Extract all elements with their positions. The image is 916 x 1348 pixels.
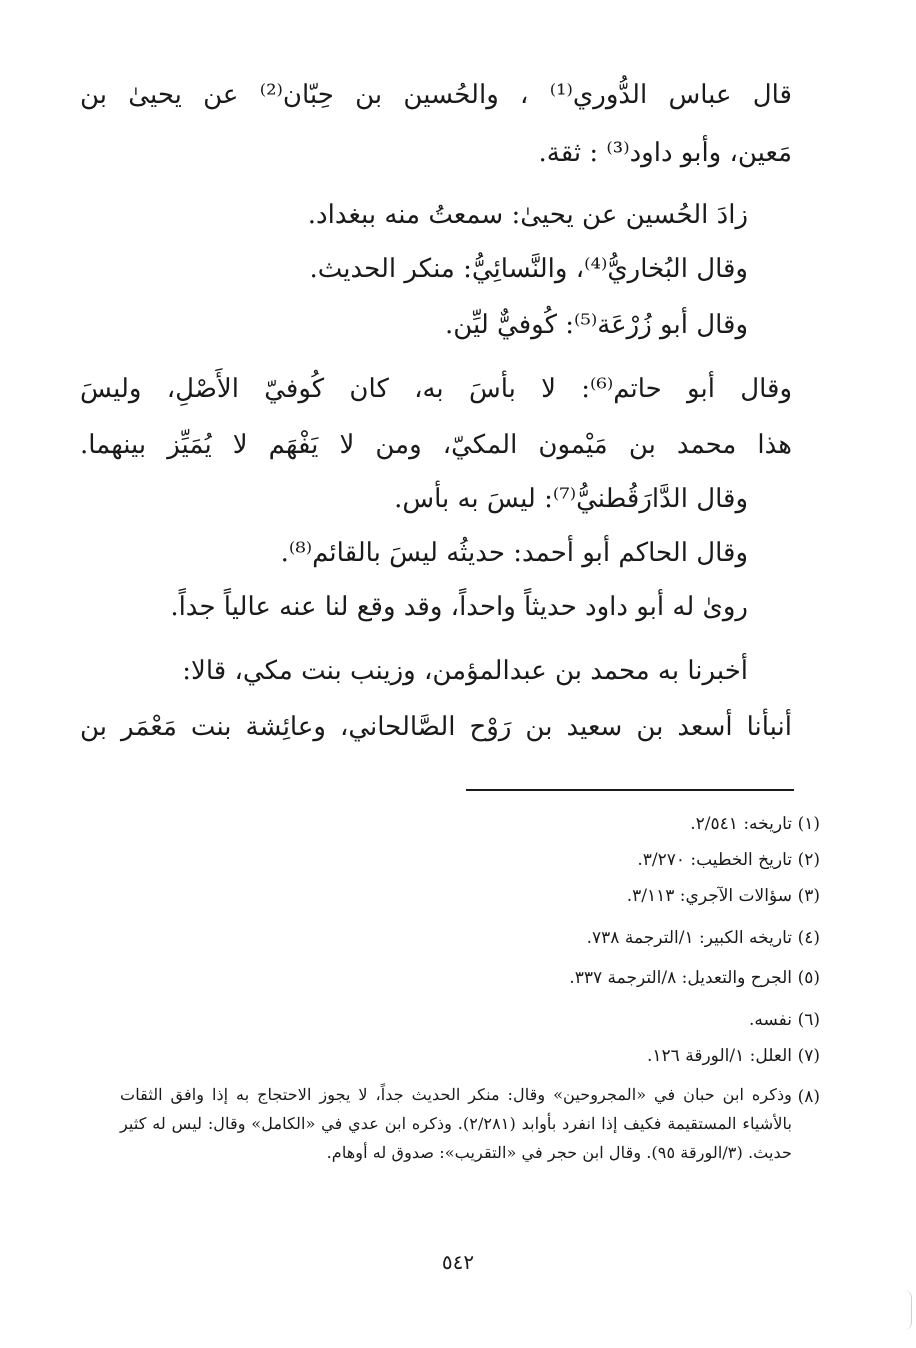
page-number: ٥٤٢ [441,1250,475,1274]
body-line-3: زادَ الحُسين عن يحيىٰ: سمعتُ منه ببغداد. [307,200,748,230]
footnote-text: تاريخ الخطيب: ٣/٢٧٠. [637,850,792,870]
body-line-8: وقال الدَّارَقُطنيُّ⁽⁷⁾: ليسَ به بأس. [394,484,748,514]
body-line-5: وقال أبو زُرْعَة⁽⁵⁾: كُوفيٌّ ليِّن. [444,310,748,340]
footnote-text-long: وذكره ابن حبان في «المجروحين» وقال: منكر الحديث جداً، لا يجوز الاحتجاج به إذا وافق الثقات بالأشياء المستقيمة فكيف إذا انفرد بأوابد (٢/٢٨١). وذكره ابن عدي في «الكامل» وقال: ليس له كثير حديث. (٣/الورقة ٩٥). وقال ابن حجر في «التقريب»: صدوق له أوهام. [120,1085,792,1162]
body-line-7: هذا محمد بن مَيْمون المكيّ، ومن لا يَفْهَم لا يُمَيِّز بينهما. [80,430,792,460]
footnote-text: العلل: ١/الورقة ١٢٦. [647,1046,792,1066]
footnote-number: (٢) [797,850,820,870]
footnote-text: سؤالات الآجري: ٣/١١٣. [626,886,792,906]
footnote-number: (٨) [797,1087,820,1107]
body-line-12: أنبأنا أسعد بن سعيد بن رَوْح الصَّالحاني، وعائِشة بنت مَعْمَر بن [80,712,792,742]
body-line-10: روىٰ له أبو داود حديثاً واحداً، وقد وقع لنا عنه عالياً جداً. [170,592,748,622]
body-line-9: وقال الحاكم أبو أحمد: حديثُه ليسَ بالقائم⁽⁸⁾. [280,538,748,568]
footnote-number: (٣) [797,886,820,906]
footnote-text: تاريخه الكبير: ١/الترجمة ٧٣٨. [586,928,792,948]
scan-edge-mark [903,1290,912,1330]
footnote-text: تاريخه: ٢/٥٤١. [690,814,792,834]
body-line-1: قال عباس الدُّوري⁽¹⁾ ، والحُسين بن حِبّان⁽²⁾ عن يحيىٰ بن [80,80,792,110]
body-line-11: أخبرنا به محمد بن عبدالمؤمن، وزينب بنت مكي، قالا: [182,656,748,686]
footnote-text: الجرح والتعديل: ٨/الترجمة ٣٣٧. [569,968,792,988]
footnote-separator [466,789,794,791]
footnote-number: (٥) [797,968,820,988]
footnote-number: (٦) [797,1010,820,1030]
footnote-number: (٧) [797,1046,820,1066]
footnote-number: (١) [797,814,820,834]
body-line-6: وقال أبو حاتم⁽⁶⁾: لا بأسَ به، كان كُوفيّ الأَصْلِ، وليسَ [80,374,792,404]
footnote-number: (٤) [797,928,820,948]
body-line-4: وقال البُخاريُّ⁽⁴⁾، والنَّسائِيُّ: منكر الحديث. [309,254,748,284]
footnote-text: نفسه. [748,1010,792,1030]
body-line-2: مَعين، وأبو داود⁽³⁾ : ثقة. [538,138,792,168]
